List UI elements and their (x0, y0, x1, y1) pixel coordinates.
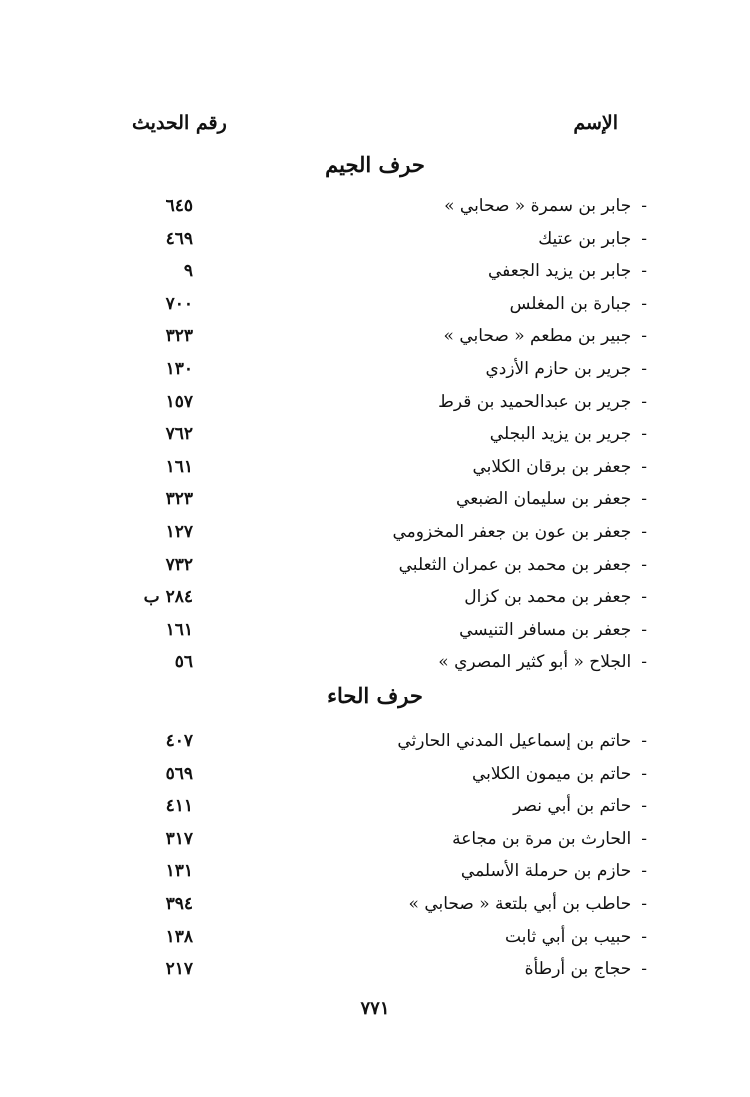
narrator-name (510, 294, 647, 314)
hadith-number: ٧٣٢ (165, 554, 193, 575)
narrator-name (397, 731, 647, 751)
narrator-name-text: جرير بن يزيد البجلي (489, 424, 632, 445)
narrator-name (456, 489, 647, 509)
index-entry-row (0, 359, 750, 392)
index-entry-row (0, 829, 750, 862)
narrator-name (461, 861, 647, 881)
list-dash: - (641, 652, 647, 673)
narrator-name (409, 894, 647, 914)
hadith-number: ٥٦٩ (165, 763, 193, 784)
narrator-name (393, 522, 647, 542)
hadith-number: ٢٨٤ ب (143, 587, 193, 608)
narrator-name-text: جرير بن عبدالحميد بن قرط (438, 391, 632, 412)
list-dash: - (641, 731, 647, 751)
index-entry-row (0, 196, 750, 229)
hadith-number: ٧٠٠ (165, 293, 193, 314)
narrator-name-text: جبارة بن المغلس (509, 293, 632, 314)
narrator-name (464, 587, 647, 607)
narrator-name (444, 196, 647, 216)
hadith-number: ٣٩٤ (165, 893, 193, 914)
hadith-number: ٣١٧ (165, 828, 193, 849)
hadith-number: ١٦١ (165, 456, 193, 477)
section-title-jim: حرف الجيم (325, 152, 425, 177)
narrator-name (438, 392, 647, 412)
hadith-number: ٦٤٥ (165, 196, 193, 216)
list-dash: - (641, 489, 647, 510)
narrator-name-text: جرير بن حازم الأزدي (485, 358, 632, 379)
index-entry-row (0, 731, 750, 764)
hadith-number: ٧٦٢ (165, 424, 193, 445)
narrator-name (452, 829, 647, 849)
hadith-number: ١٣٨ (165, 926, 193, 947)
list-dash: - (641, 796, 647, 817)
index-entry-row (0, 652, 750, 685)
hadith-number: ٥٦ (174, 652, 193, 673)
index-entry-row (0, 457, 750, 490)
narrator-name (472, 457, 647, 477)
list-dash: - (641, 424, 647, 445)
narrator-name (444, 326, 647, 346)
narrator-name (513, 796, 647, 816)
hadith-number: ١٦١ (165, 619, 193, 640)
index-entry-row (0, 927, 750, 960)
narrator-name-text: جابر بن عتيك (538, 228, 632, 249)
narrator-name-text: جابر بن سمرة « صحابي » (444, 196, 632, 216)
narrator-name-text: جعفر بن سليمان الضبعي (456, 489, 632, 510)
narrator-name (459, 620, 647, 640)
list-dash: - (641, 619, 647, 640)
index-entry-row (0, 796, 750, 829)
narrator-name (538, 229, 647, 249)
list-dash: - (641, 554, 647, 575)
list-dash: - (641, 893, 647, 914)
name-column-header: الإسم (573, 112, 618, 134)
entry-list-ha (0, 731, 750, 992)
narrator-name-text: حازم بن حرملة الأسلمي (460, 861, 632, 882)
narrator-name-text: حاطب بن أبي بلتعة « صحابي » (408, 893, 632, 914)
index-entry-row (0, 959, 750, 992)
narrator-name-text: جبير بن مطعم « صحابي » (443, 326, 632, 347)
narrator-name-text: جعفر بن محمد بن عمران الثعلبي (398, 554, 632, 575)
narrator-name-text: جعفر بن مسافر التنيسي (459, 619, 632, 640)
list-dash: - (641, 358, 647, 379)
narrator-name-text: الجلاح « أبو كثير المصري » (438, 652, 632, 673)
narrator-name-text: حاتم بن إسماعيل المدني الحارثي (397, 731, 632, 751)
list-dash: - (641, 828, 647, 849)
entry-list-jim (0, 196, 750, 685)
list-dash: - (641, 926, 647, 947)
narrator-name-text: جعفر بن محمد بن كزال (464, 587, 632, 608)
index-entry-row (0, 294, 750, 327)
hadith-number: ٤١١ (165, 796, 193, 817)
narrator-name-text: حاتم بن أبي نصر (513, 796, 632, 817)
hadith-number: ١٢٧ (165, 521, 193, 542)
list-dash: - (641, 293, 647, 314)
list-dash: - (641, 763, 647, 784)
index-entry-row (0, 261, 750, 294)
hadith-number: ٩ (183, 261, 193, 282)
index-entry-row (0, 229, 750, 262)
narrator-name (490, 424, 647, 444)
hadith-number: ٤٦٩ (165, 228, 193, 249)
narrator-name (472, 764, 647, 784)
list-dash: - (641, 587, 647, 608)
index-entry-row (0, 764, 750, 797)
page-number: ٧٧١ (360, 998, 390, 1019)
hadith-number: ١٥٧ (165, 391, 193, 412)
index-entry-row (0, 587, 750, 620)
index-entry-row (0, 620, 750, 653)
list-dash: - (641, 261, 647, 282)
hadith-number-column-header: رقم الحديث (132, 112, 227, 134)
list-dash: - (641, 861, 647, 882)
index-entry-row (0, 522, 750, 555)
index-entry-row (0, 555, 750, 588)
narrator-name-text: حاتم بن ميمون الكلابي (471, 763, 632, 784)
narrator-name (399, 555, 647, 575)
list-dash: - (641, 326, 647, 347)
index-entry-row (0, 861, 750, 894)
hadith-number: ٣٢٣ (165, 489, 193, 510)
list-dash: - (641, 959, 647, 980)
index-entry-row (0, 489, 750, 522)
hadith-number: ٢١٧ (165, 959, 193, 980)
narrator-name-text: جعفر بن برقان الكلابي (472, 456, 632, 477)
list-dash: - (641, 456, 647, 477)
index-entry-row (0, 326, 750, 359)
narrator-name (485, 359, 647, 379)
list-dash: - (641, 391, 647, 412)
narrator-name-text: جعفر بن عون بن جعفر المخزومي (392, 521, 632, 542)
index-entry-row (0, 424, 750, 457)
hadith-number: ٤٠٧ (165, 731, 193, 751)
narrator-name-text: جابر بن يزيد الجعفي (487, 261, 632, 282)
list-dash: - (641, 521, 647, 542)
list-dash: - (641, 228, 647, 249)
narrator-name (525, 959, 647, 979)
hadith-number: ١٣٠ (165, 358, 193, 379)
narrator-name (438, 652, 647, 672)
list-dash: - (641, 196, 647, 216)
hadith-number: ٣٢٣ (165, 326, 193, 347)
section-title-ha: حرف الحاء (327, 683, 423, 708)
narrator-name (505, 927, 647, 947)
index-entry-row (0, 392, 750, 425)
hadith-number: ١٣١ (165, 861, 193, 882)
index-entry-row (0, 894, 750, 927)
narrator-name-text: حبيب بن أبي ثابت (504, 926, 632, 947)
narrator-name-text: الحارث بن مرة بن مجاعة (452, 828, 632, 849)
narrator-name-text: حجاج بن أرطأة (524, 959, 632, 980)
narrator-name (488, 261, 647, 281)
